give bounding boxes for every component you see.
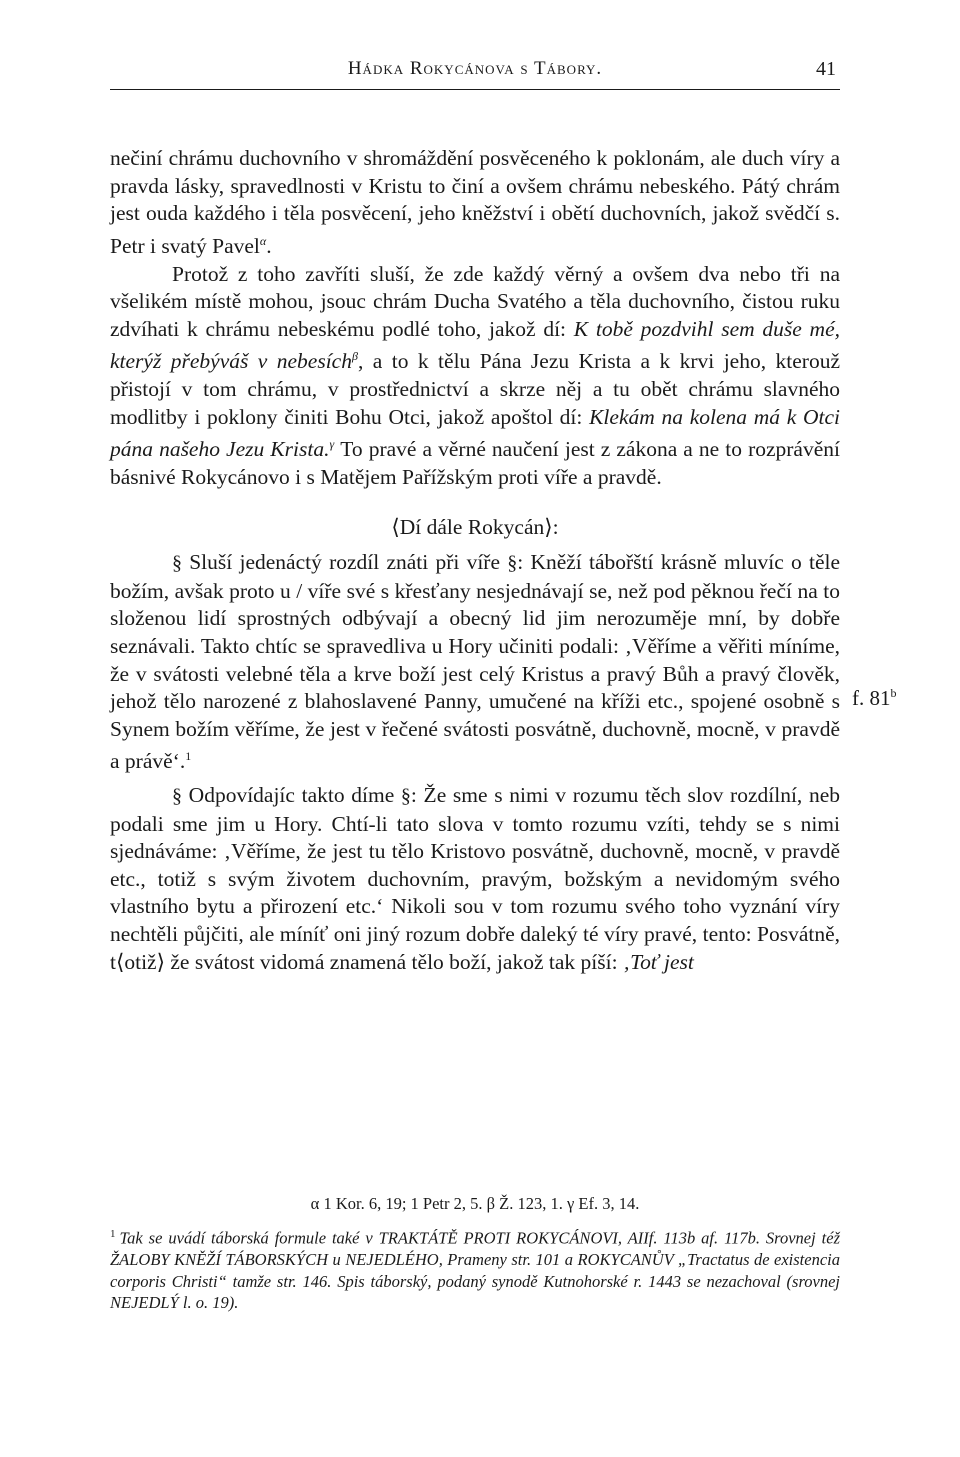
- paragraph-mark-icon: §: [172, 552, 182, 575]
- paragraph-3-text-a: Sluší jedenáctý rozdíl znáti při víře: [182, 550, 508, 575]
- paragraph-2-text-a: Protož z toho zavříti sluší, že zde každý věrný a ovšem dva nebo tři na všelikém místě mohou, jsouc chrám Ducha Svatého a těla duchovního, čistou ruku zdvíhati k chrámu nebeskému podlé toho, jakož dí:: [110, 261, 840, 341]
- paragraph-1-text: nečiní chrámu duchovního v shromáždění posvěceného k poklonám, ale duch víry a pravda lásky, spravedlnosti v Kristu to činí a ovšem chrámu nebeského. Pátý chrám jest ouda každého i těla posvěcení, jeho kněžství i obětí duchovních, jakož svědčí s. Petr i svatý Pavel: [110, 146, 840, 258]
- paragraph-3-text-b: : Kněží tábořští krásně mluvíc o těle božím, avšak proto u / víře své s křesťany nesjednávají se, než pod pěknou řečí na to složenou lidí sprostných odbývají a obecný lid jim nerozuměje mní, by dobře seznávali. Takto chtíc se spravedliva u Hory učiniti podali: ‚Věříme a věřiti míníme, že v svátosti velebné těla a krve boží jest celý Kristus a pravý Bůh a pravý člověk, jehož tělo narozené z blahoslavené Panny, umučené na kříži etc., spojené osobně s Synem božím věříme, že jest v řečené svátosti posvátně, duchovně, mocně, v pravdě a právě‘.: [110, 550, 841, 774]
- margin-folio-note: [852, 686, 897, 711]
- paragraph-3: [110, 549, 840, 776]
- footnote-marker-1: 1: [185, 749, 192, 764]
- paragraph-2: [110, 261, 840, 492]
- paragraph-4-text-a: Odpovídajíc takto díme: [182, 783, 401, 808]
- paragraph-1: [110, 145, 840, 261]
- header-rule: [110, 89, 840, 90]
- page-number: 41: [816, 58, 836, 80]
- running-title: Hádka Rokycánova s Tábory.: [347, 58, 603, 79]
- paragraph-mark-icon: §: [400, 785, 411, 808]
- paragraph-4-text-b: : Že sme s nimi v rozumu těch slov rozdílní, neb podali sme jim u Hory. Chtí-li tato slova v tomto rozumu vzíti, tehdy se s nimi sjednáváme: ‚Věříme, že jest tu tělo Kristovo posvátně, duchovně, mocně, v pravdě etc., totiž s svým životem duchovním, pravým, božským a nevidomým svého vlastního bytu a přirození etc.‘ Nikoli sou v tom rozumu svého toho vyznání víry nechtěli půjčiti, ale míníť oni jiný rozum dobře daleký té víry pravé, tento: Posvátně, t⟨otiž⟩ že svátost vidomá znamená tělo boží, jakož tak píší:: [110, 783, 840, 974]
- footnote-marker-alpha: α: [259, 233, 267, 248]
- paragraph-2-text-b: , a to k tělu Pána Jezu Krista a k krvi jeho, kterouž přistojí v tom chrámu, v prostřednictví a skrze něj a tu obět chrámu slavného modlitby i poklony činiti Bohu Otci, jakož apoštol dí:: [110, 349, 840, 429]
- paragraph-4: [110, 782, 840, 976]
- footnote-marker-gamma: γ: [329, 437, 335, 452]
- section-heading: ⟨Dí dále Rokycán⟩:: [391, 514, 559, 539]
- footnote-1-text: Tak se uvádí táborská formule také v TRAKTÁTĚ PROTI ROKYCÁNOVI, AIIf. 113b af. 117b. Srovnej též ŽALOBY KNĚŽÍ TÁBORSKÝCH u NEJEDLÉHO, Prameny str. 101 a ROKYCANŮV „Tractatus de existencia corporis Christi“ tamže str. 146. Spis táborský, podaný synodě Kutnohorské r. 1443 se nezachoval (srovnej NEJEDLÝ l. o. 19).: [110, 1228, 840, 1312]
- paragraph-mark-icon: §: [507, 552, 518, 575]
- quote-closing: ‚Toť jest: [622, 949, 694, 974]
- quote-ephesians: Klekám na kolena má k Otci pána našeho Jezu Krista.: [110, 404, 841, 462]
- paragraph-2-text-c: To pravé a věrné naučení jest z zákona a ne to rozprávění básnivé Rokycánovo i s Matějem Pařížským proti víře a pravdě.: [110, 437, 840, 489]
- biblical-references: α 1 Kor. 6, 19; 1 Petr 2, 5. β Ž. 123, 1. γ Ef. 3, 14.: [310, 1194, 640, 1213]
- footnote-1: [110, 1224, 840, 1314]
- footnote-1-number: 1: [110, 1228, 116, 1240]
- footnote-marker-beta: β: [351, 349, 358, 364]
- page-header: [110, 58, 840, 92]
- footnotes: [110, 1224, 840, 1314]
- main-text: [110, 145, 840, 976]
- quote-psalm: K tobě pozdvihl sem duše mé, kterýž přebýváš v nebesích: [110, 316, 840, 374]
- paragraph-1-end: .: [266, 233, 272, 258]
- paragraph-mark-icon: §: [172, 785, 182, 808]
- margin-folio-superscript: b: [890, 686, 897, 700]
- margin-folio-label: f. 81: [852, 686, 891, 710]
